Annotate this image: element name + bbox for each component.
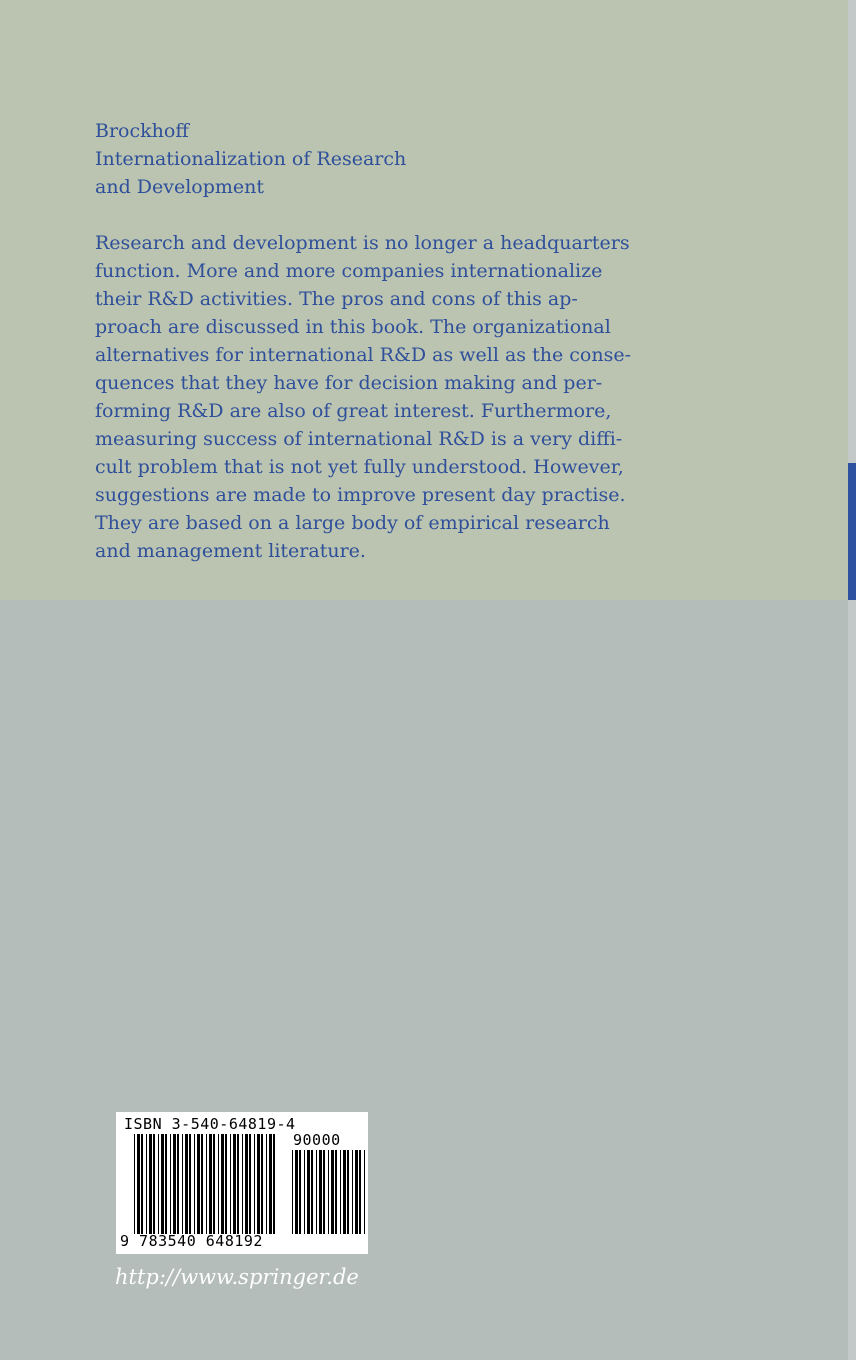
book-description [95,229,655,565]
description-line: function. More and more companies internationalize [95,260,603,282]
barcode-bar [261,1134,263,1234]
barcode-bar [221,1134,224,1234]
price-addon-label: 90000 [293,1131,341,1149]
spine-edge [848,0,856,1360]
barcode-bar [177,1134,179,1234]
barcode-bar [218,1134,219,1234]
title-block [95,117,655,201]
barcode-bar [257,1134,260,1234]
barcode-bar [225,1134,227,1234]
barcode-bar [328,1150,329,1234]
description-line: and management literature. [95,540,366,562]
barcode-bar [230,1134,231,1234]
description-line: alternatives for international R&D as well as the conse- [95,344,631,366]
barcode-bar [141,1134,143,1234]
barcode-bar [233,1134,236,1234]
barcode-bar [237,1134,239,1234]
description-line: Research and development is no longer a headquarters [95,232,630,254]
barcode-bar [316,1150,317,1234]
barcode-bar [304,1150,305,1234]
barcode-bar [355,1150,358,1234]
barcode-bar [209,1134,212,1234]
barcode-bar [194,1134,195,1234]
barcode-bar [197,1134,200,1234]
description-line: suggestions are made to improve present day practise. [95,484,626,506]
book-title-line-2: and Development [95,176,265,198]
barcode-bar [254,1134,255,1234]
barcode-bar [149,1134,152,1234]
description-line: measuring success of international R&D is a very diffi- [95,428,623,450]
ean-number: 9 783540 648192 [120,1232,263,1250]
barcode-bar [249,1134,251,1234]
barcode-bar [340,1150,341,1234]
barcode-bar [158,1134,159,1234]
barcode-bar [161,1134,164,1234]
barcode-bar [347,1150,349,1234]
barcode-bar [319,1150,322,1234]
barcode-bar [299,1150,301,1234]
barcode-bar [323,1150,325,1234]
barcode-bar [266,1134,267,1234]
barcode-bar [359,1150,361,1234]
barcode-bar [146,1134,147,1234]
barcode-bar [170,1134,171,1234]
barcode-bar [269,1134,272,1234]
barcode-bar [245,1134,248,1234]
barcode-bar [273,1134,275,1234]
isbn-label: ISBN 3-540-64819-4 [124,1115,296,1133]
barcode-bar [173,1134,176,1234]
barcode-bar [311,1150,313,1234]
barcode-bar [307,1150,310,1234]
barcode-bar [201,1134,203,1234]
author-name: Brockhoff [95,120,189,142]
barcode-bar [185,1134,188,1234]
barcode-bar [292,1150,293,1234]
barcode-bar [343,1150,346,1234]
barcode-bar [295,1150,298,1234]
description-line: cult problem that is not yet fully understood. However, [95,456,624,478]
publisher-url: http://www.springer.de [115,1265,359,1289]
barcode-bar [182,1134,183,1234]
barcode-bar [189,1134,191,1234]
barcode-bar [165,1134,167,1234]
description-line: their R&D activities. The pros and cons of this ap- [95,288,578,310]
barcode-bar [331,1150,334,1234]
barcode-bar [137,1134,140,1234]
isbn-barcode [116,1112,368,1254]
description-line: They are based on a large body of empirical research [95,512,610,534]
barcode-bar [134,1134,135,1234]
barcode-bar [364,1150,365,1234]
barcode-bar [213,1134,215,1234]
barcode-bar [242,1134,243,1234]
description-line: forming R&D are also of great interest. Furthermore, [95,400,612,422]
barcode-bar [335,1150,337,1234]
description-line: proach are discussed in this book. The organizational [95,316,611,338]
book-title-line-1: Internationalization of Research [95,148,407,170]
spine-stripe [848,463,856,600]
barcode-bar [352,1150,353,1234]
barcode-bar [206,1134,207,1234]
description-line: quences that they have for decision making and per- [95,372,603,394]
barcode-bar [153,1134,155,1234]
